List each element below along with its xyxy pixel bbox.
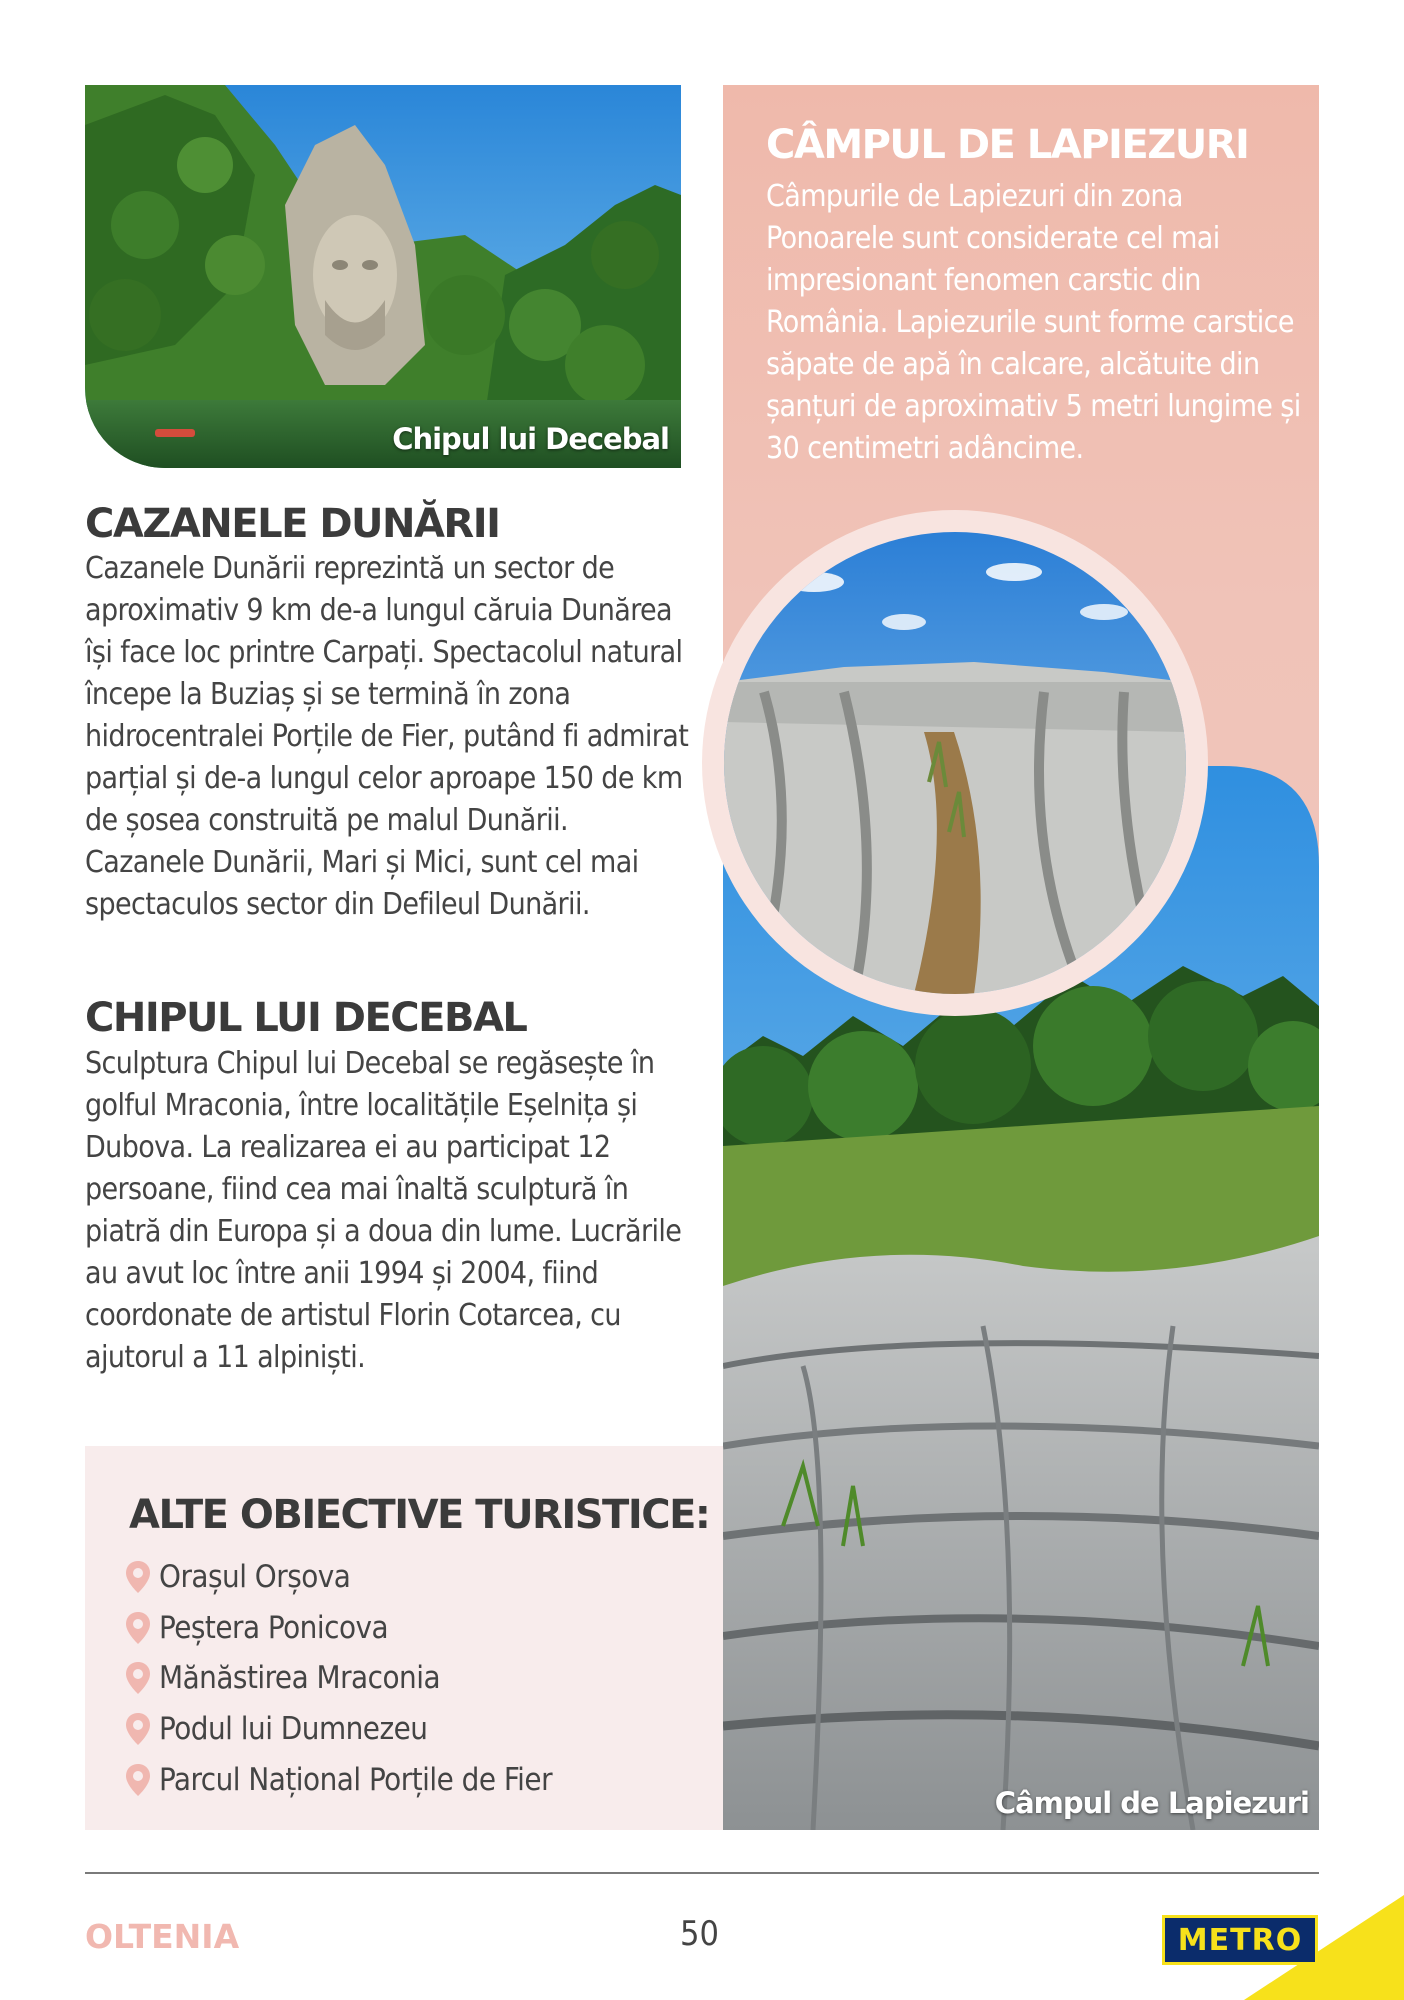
lapiezuri-closeup-photo bbox=[724, 532, 1186, 994]
lapiezuri-heading: CÂMPUL DE LAPIEZURI bbox=[766, 122, 1249, 168]
lapiezuri-closeup-illustration bbox=[724, 532, 1186, 994]
list-item bbox=[125, 1552, 552, 1603]
decebal-photo-caption: Chipul lui Decebal bbox=[392, 422, 669, 456]
list-item bbox=[125, 1603, 552, 1654]
other-attractions-list bbox=[125, 1552, 552, 1805]
page-number: 50 bbox=[680, 1914, 719, 1954]
cazane-heading: CAZANELE DUNĂRII bbox=[85, 501, 500, 547]
lapiezuri-photo-caption: Câmpul de Lapiezuri bbox=[994, 1786, 1309, 1820]
list-item bbox=[125, 1653, 552, 1704]
other-attractions-box bbox=[85, 1446, 725, 1830]
location-pin-icon bbox=[125, 1712, 151, 1746]
lapiezuri-text: Câmpurile de Lapiezuri din zona Ponoarele sunt considerate cel mai impresionant fenomen carstic din România. Lapiezurile sunt forme carstice săpate de apă în calcare, alcătuite din șanțuri de aproximativ 5 metri lungime și 30 centimetri adâncime. bbox=[766, 179, 1301, 466]
list-item-label: Peștera Ponicova bbox=[159, 1609, 389, 1646]
footer-region-label: OLTENIA bbox=[85, 1917, 240, 1956]
location-pin-icon bbox=[125, 1661, 151, 1695]
location-pin-icon bbox=[125, 1560, 151, 1594]
decebal-illustration bbox=[85, 85, 681, 468]
cazane-text: Cazanele Dunării reprezintă un sector de aproximativ 9 km de-a lungul căruia Dunărea își face loc printre Carpați. Spectacolul natural începe la Buziaș și se termină în zona hidrocentralei Porțile de Fier, putând fi admirat parțial și de-a lungul celor aproape 150 de km de șosea construită pe malul Dunării. Cazanele Dunării, Mari și Mici, sunt cel mai spectaculos sector din Defileul Dunării. bbox=[85, 551, 689, 922]
location-pin-icon bbox=[125, 1763, 151, 1797]
location-pin-icon bbox=[125, 1611, 151, 1645]
list-item bbox=[125, 1704, 552, 1755]
list-item bbox=[125, 1754, 552, 1805]
list-item-label: Mănăstirea Mraconia bbox=[159, 1660, 441, 1697]
decebal-heading: CHIPUL LUI DECEBAL bbox=[85, 995, 527, 1041]
list-item-label: Parcul Național Porțile de Fier bbox=[159, 1761, 553, 1798]
decebal-text: Sculptura Chipul lui Decebal se regăsește în golful Mraconia, între localitățile Eșelnița și Dubova. La realizarea ei au participat 12 persoane, fiind cea mai înaltă sculptură în piatră din Europa și a doua din lume. Lucrările au avut loc între anii 1994 și 2004, fiind coordonate de artistul Florin Cotarcea, cu ajutorul a 11 alpiniști. bbox=[85, 1046, 682, 1375]
metro-logo: METRO bbox=[1162, 1915, 1318, 1965]
decebal-photo bbox=[85, 85, 681, 468]
list-item-label: Orașul Orșova bbox=[159, 1559, 351, 1596]
footer-divider bbox=[85, 1872, 1319, 1874]
list-item-label: Podul lui Dumnezeu bbox=[159, 1711, 428, 1748]
other-attractions-heading: ALTE OBIECTIVE TURISTICE: bbox=[129, 1492, 710, 1538]
